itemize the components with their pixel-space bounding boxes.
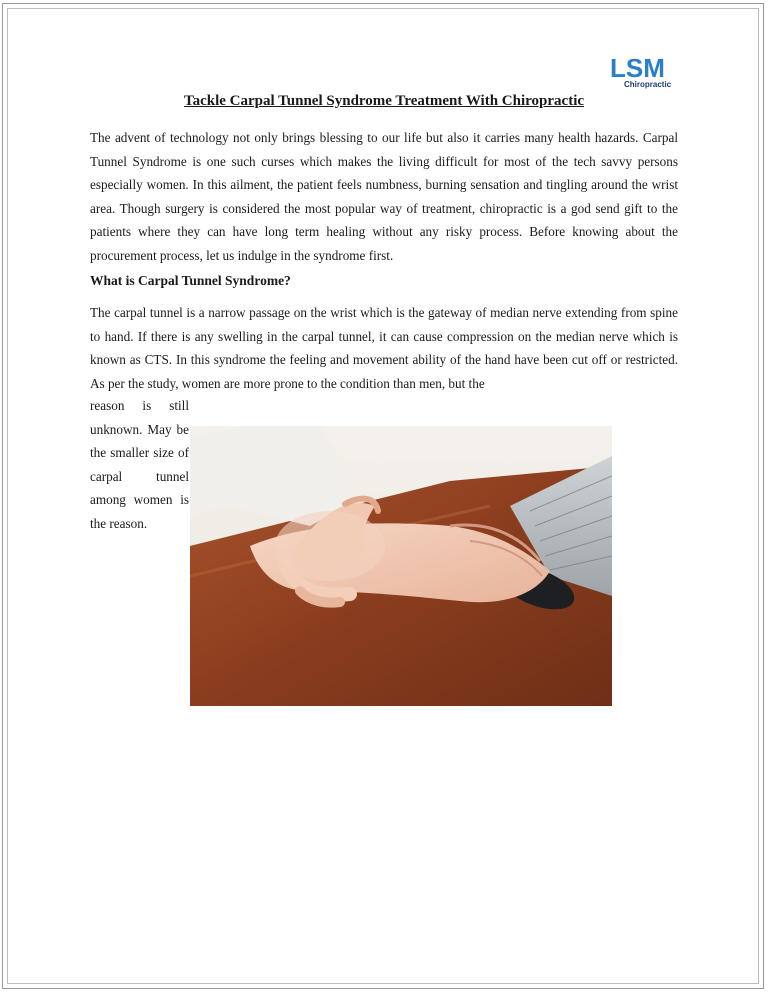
body-paragraph: The carpal tunnel is a narrow passage on the wrist which is the gateway of median nerve extending from spine to hand. If there is any swelling in the carpal tunnel, it can cause compression on the median nerve which is known as CTS. In this syndrome the feeling and movement ability of the hand have been cut off or restricted. As per the study, women are more prone to the condition than men, but the <box>90 305 678 391</box>
document-title-text: Tackle Carpal Tunnel Syndrome Treatment With Chiropractic <box>183 93 585 109</box>
logo-subtitle: Chiropractic <box>624 80 672 89</box>
logo-mark: LSM <box>610 53 665 83</box>
document-title <box>0 92 768 110</box>
wrist-pain-photo <box>190 426 612 706</box>
wrapped-text: reason is still unknown. May be the smaller size of carpal tunnel among women is the reason. <box>90 398 189 531</box>
section-heading: What is Carpal Tunnel Syndrome? <box>90 273 291 288</box>
lsm-chiropractic-logo <box>610 53 674 90</box>
photo-illustration <box>190 426 612 706</box>
intro-paragraph: The advent of technology not only brings blessing to our life but also it carries many health hazards. Carpal Tunnel Syndrome is one such curses which makes the living difficult for most of the tech savvy persons especially women. In this ailment, the patient feels numbness, burning sensation and tingling around the wrist area. Though surgery is considered the most popular way of treatment, chiropractic is a god send gift to the patients where they can have long term healing without any risky process. Before knowing about the procurement process, let us indulge in the syndrome first. <box>90 130 678 263</box>
